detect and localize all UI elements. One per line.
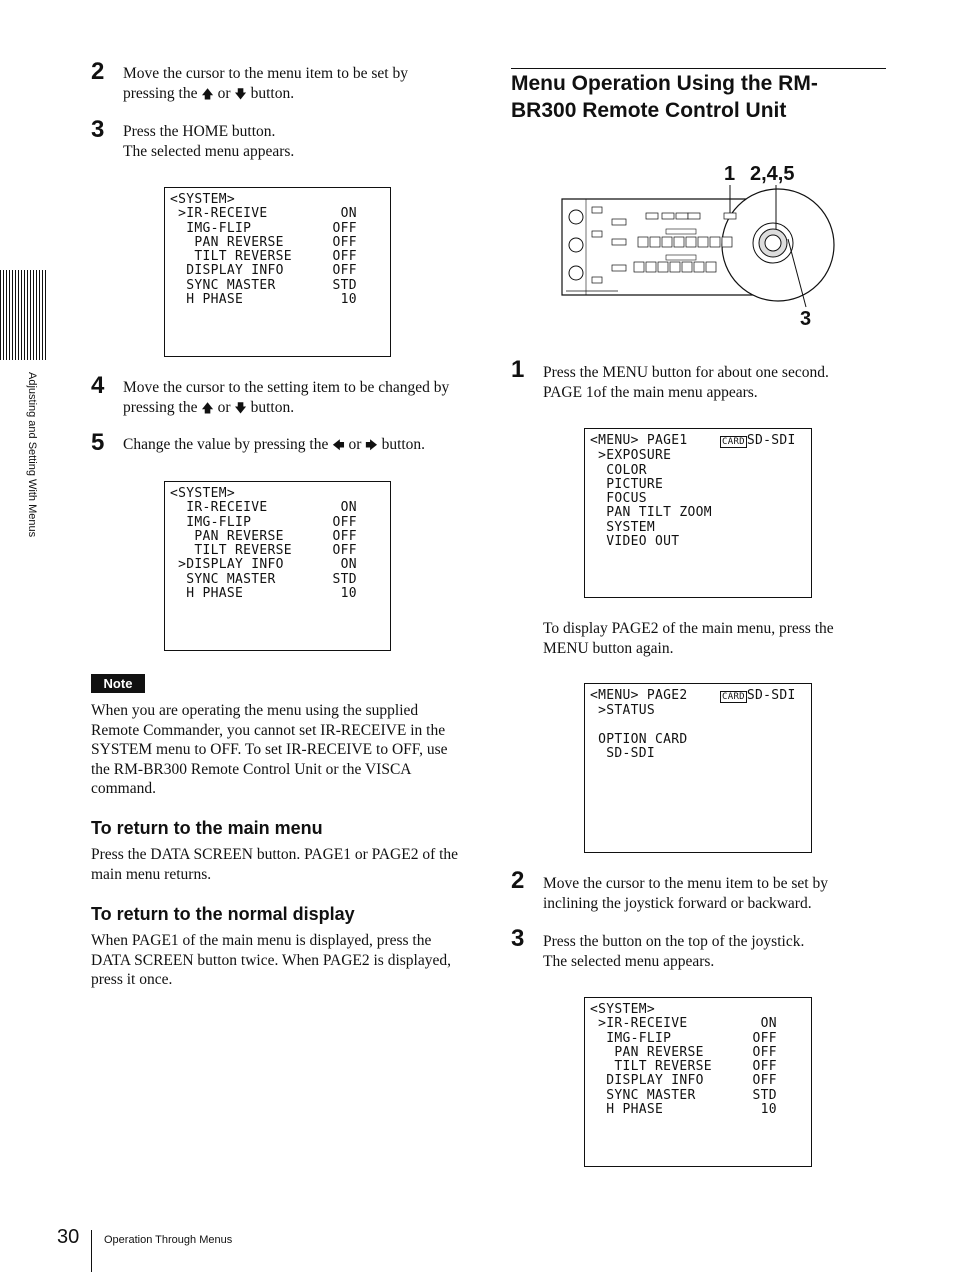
- step-5-number: 5: [91, 429, 105, 456]
- step-3-number: 3: [91, 116, 105, 143]
- remote-control-illustration: [558, 185, 848, 310]
- return-main-menu-text: Press the DATA SCREEN button. PAGE1 or PAGE2 of the main menu returns.: [91, 846, 459, 883]
- step-2-text: Move the cursor to the menu item to be set by pressing the 🡅 or 🡇 button.: [123, 65, 408, 102]
- section-side-label: Adjusting and Setting With Menus: [26, 372, 38, 538]
- return-normal-display-text: When PAGE1 of the main menu is displayed, press the DATA SCREEN button twice. When PAGE2 is displayed, press it once.: [91, 932, 451, 988]
- menu-screen-page1: [584, 428, 812, 598]
- arrow-down-icon: 🡇: [234, 400, 247, 415]
- right-step-1-number: 1: [511, 356, 525, 383]
- heading-return-main-menu: To return to the main menu: [91, 818, 323, 838]
- section-title: Menu Operation Using the RM-BR300 Remote Control Unit: [511, 72, 818, 122]
- step-5-text: Change the value by pressing the 🡄 or 🡆 button.: [123, 436, 426, 453]
- menu-screen-system-3: [584, 997, 812, 1167]
- knob-icon: [569, 238, 583, 252]
- menu-screen-page2: [584, 683, 812, 853]
- screen-text: <MENU> PAGE2 CARD SD-SDI >STATUS OPTION CARD SD-SDI: [590, 688, 796, 762]
- menu-screen-system-2: [164, 481, 391, 651]
- callout-3: 3: [800, 308, 812, 330]
- section-tab-marker: [0, 270, 46, 360]
- right-step-1-text: Press the MENU button for about one second. PAGE 1of the main menu appears.: [543, 364, 829, 401]
- knob-icon: [569, 266, 583, 280]
- note-label: Note: [91, 674, 145, 693]
- heading-return-normal-display: To return to the normal display: [91, 904, 355, 924]
- screen-text: <SYSTEM> >IR-RECEIVE ON IMG-FLIP OFF PAN REVERSE OFF TILT REVERSE OFF DISPLAY INFO OFF SYNC MASTER STD H PHASE 10: [590, 1002, 777, 1118]
- note-text: When you are operating the menu using the supplied Remote Commander, you cannot set IR-RECEIVE in the SYSTEM menu to OFF. To set IR-RECEIVE to OFF, use the RM-BR300 Remote Control Unit or the VISCA command.: [91, 702, 448, 797]
- screen-text: <SYSTEM> IR-RECEIVE ON IMG-FLIP OFF PAN REVERSE OFF TILT REVERSE OFF >DISPLAY INFO ON SYNC MASTER STD H PHASE 10: [170, 486, 357, 602]
- callout-2-4-5: 2,4,5: [750, 163, 795, 185]
- section-rule: [511, 68, 886, 69]
- callout-1: 1: [724, 163, 736, 185]
- menu-button: [724, 213, 736, 219]
- running-title: Operation Through Menus: [104, 1234, 233, 1246]
- arrow-down-icon: 🡇: [234, 86, 247, 101]
- card-icon: CARD: [722, 437, 745, 447]
- menu-screen-system-1: [164, 187, 391, 357]
- page2-instruction-text: To display PAGE2 of the main menu, press the MENU button again.: [543, 620, 834, 657]
- screen-text: <MENU> PAGE1 CARD SD-SDI >EXPOSURE COLOR PICTURE FOCUS PAN TILT ZOOM SYSTEM VIDEO OUT: [590, 433, 796, 550]
- step-4-number: 4: [91, 372, 105, 399]
- footer-divider: [91, 1230, 92, 1272]
- arrow-up-icon: 🡅: [201, 400, 214, 415]
- step-3-text: Press the HOME button. The selected menu appears.: [123, 123, 295, 160]
- joystick-button-icon: [765, 235, 781, 251]
- arrow-up-icon: 🡅: [201, 86, 214, 101]
- page-number: 30: [57, 1226, 80, 1248]
- knob-icon: [569, 210, 583, 224]
- step-2-number: 2: [91, 58, 105, 85]
- arrow-left-icon: 🡄: [332, 438, 345, 452]
- right-step-2-text: Move the cursor to the menu item to be set by inclining the joystick forward or backward.: [543, 875, 828, 912]
- card-icon: CARD: [722, 692, 745, 702]
- right-step-2-number: 2: [511, 867, 525, 894]
- right-step-3-text: Press the button on the top of the joystick. The selected menu appears.: [543, 933, 805, 970]
- arrow-right-icon: 🡆: [365, 438, 378, 452]
- right-step-3-number: 3: [511, 925, 525, 952]
- screen-text: <SYSTEM> >IR-RECEIVE ON IMG-FLIP OFF PAN REVERSE OFF TILT REVERSE OFF DISPLAY INFO OFF SYNC MASTER STD H PHASE 10: [170, 192, 357, 308]
- step-4-text: Move the cursor to the setting item to be changed by pressing the 🡅 or 🡇 button.: [123, 379, 450, 416]
